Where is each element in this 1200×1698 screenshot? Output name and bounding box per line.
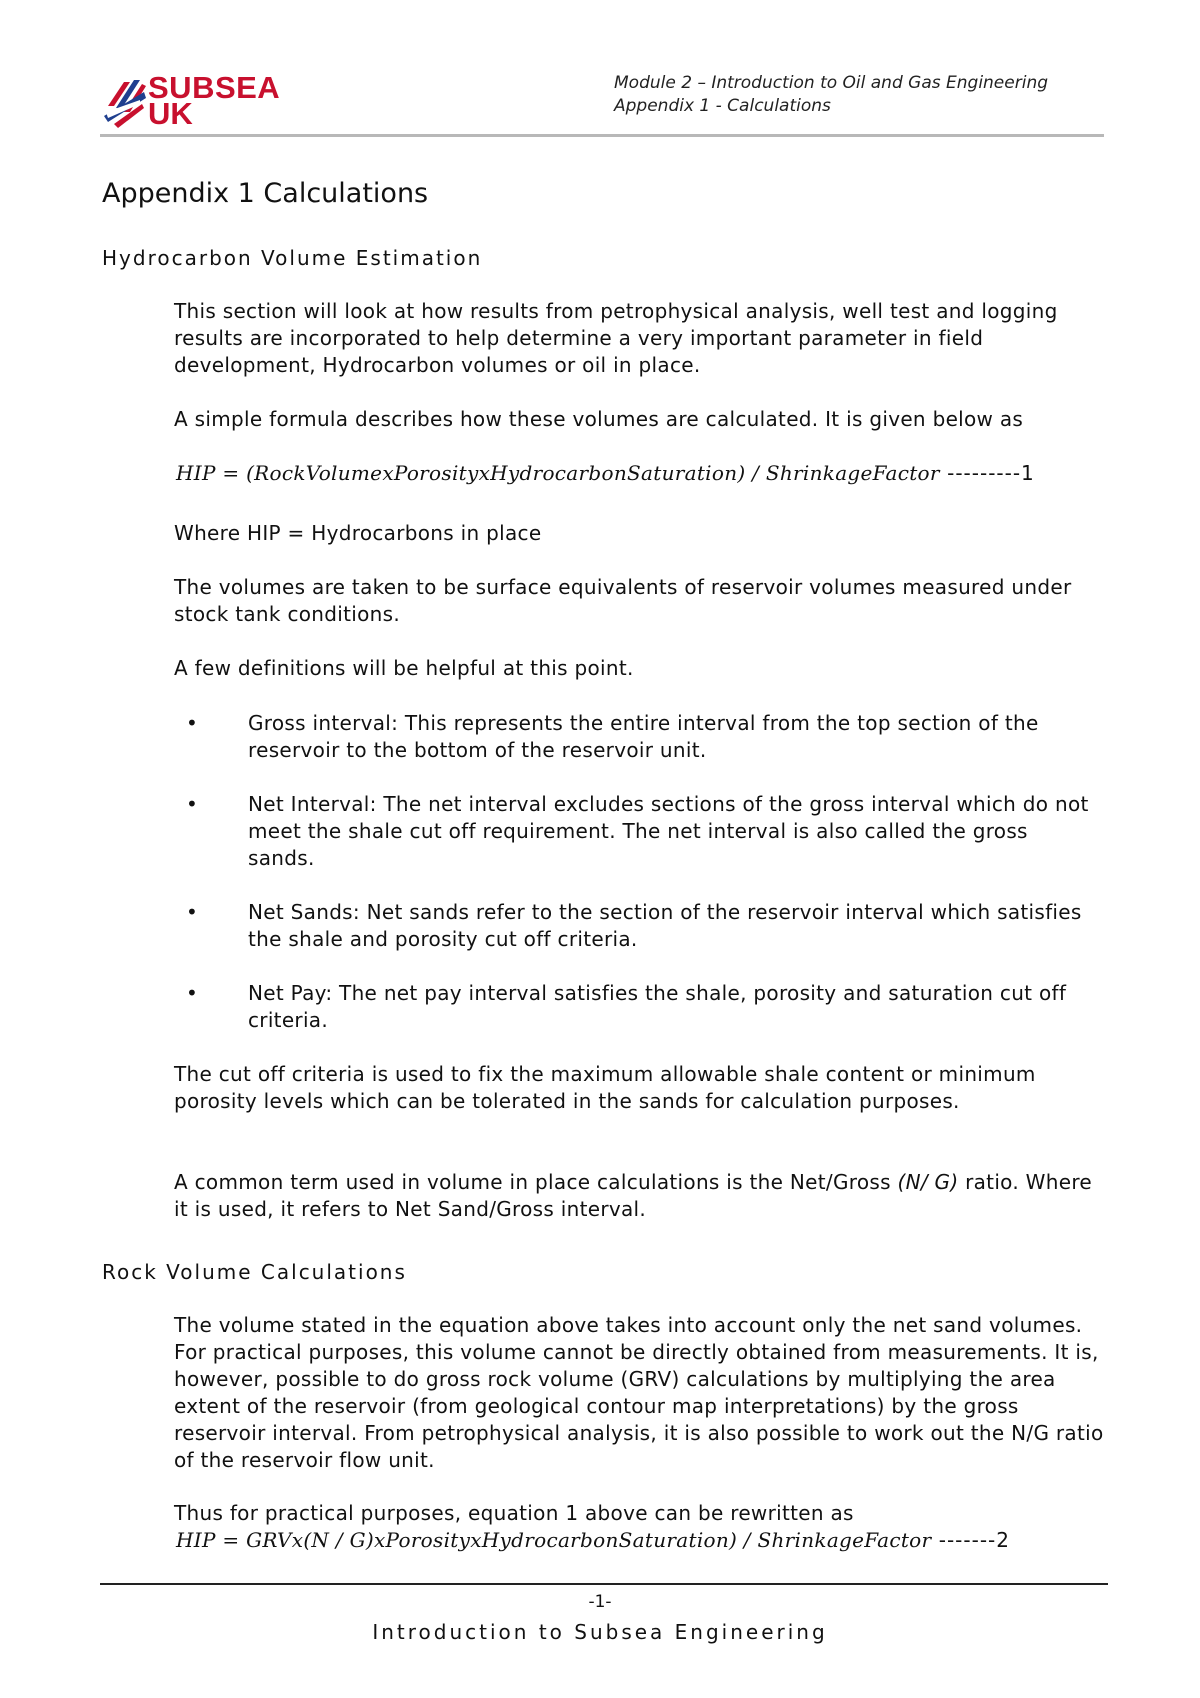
rewrite-line: Thus for practical purposes, equation 1 above can be rewritten as xyxy=(174,1501,854,1525)
netgross-paragraph: A common term used in volume in place calculations is the Net/Gross (N/ G) ratio. Where it is used, it refers to Net Sand/Gross interval. xyxy=(174,1170,1093,1221)
intro-paragraph: This section will look at how results from petrophysical analysis, well test and logging results are incorporated to help determine a very important parameter in field development, Hydrocarbon volumes or oil in place. xyxy=(174,299,1058,377)
header-divider xyxy=(100,134,1104,137)
formula-2-expression: HIP = GRVx(N / G)xPorosityxHydrocarbonSaturation) / ShrinkageFactor xyxy=(176,1528,932,1552)
formula-2 xyxy=(176,1528,1010,1552)
cutoff-paragraph: The cut off criteria is used to fix the maximum allowable shale content or minimum porosity levels which can be tolerated in the sands for calculation purposes. xyxy=(174,1062,1036,1113)
bullet-net-sands: Net Sands: Net sands refer to the section of the reservoir interval which satisfies the shale and porosity cut off criteria. xyxy=(248,900,1082,951)
header-module: Module 2 – Introduction to Oil and Gas Engineering xyxy=(614,73,1049,93)
page-title: Appendix 1 Calculations xyxy=(102,178,429,209)
footer-divider xyxy=(100,1583,1108,1585)
union-flag-swoosh-icon xyxy=(104,72,148,128)
bullet-net-interval: Net Interval: The net interval excludes sections of the gross interval which do not meet the shale cut off requirement. The net interval is also called the gross sands. xyxy=(248,792,1089,870)
page-number: -1- xyxy=(588,1592,612,1612)
rock-volume-paragraph: The volume stated in the equation above takes into account only the net sand volumes. For practical purposes, this volume cannot be directly obtained from measurements. It is, however, possible to do gross rock volume (GRV) calculations by multiplying the area extent of the reservoir (from geological contour map interpretations) by the gross reservoir interval. From petrophysical analysis, it is also possible to work out the N/G ratio of the reservoir flow unit. xyxy=(174,1313,1104,1472)
where-line: Where HIP = Hydrocarbons in place xyxy=(174,521,542,545)
section-heading-hydrocarbon: Hydrocarbon Volume Estimation xyxy=(102,246,483,270)
subsea-uk-logo xyxy=(104,70,314,130)
logo-text-subsea: SUBSEA xyxy=(148,70,281,105)
logo-text-uk: UK xyxy=(148,96,193,131)
formula-intro: A simple formula describes how these volumes are calculated. It is given below as xyxy=(174,407,1024,431)
bullet-gross-interval: Gross interval: This represents the entire interval from the top section of the reservoir to the bottom of the reservoir unit. xyxy=(248,711,1039,762)
section-heading-rock-volume: Rock Volume Calculations xyxy=(102,1260,407,1284)
footer-title: Introduction to Subsea Engineering xyxy=(372,1620,828,1644)
header-appendix: Appendix 1 - Calculations xyxy=(614,96,831,116)
header-info xyxy=(614,72,1048,118)
formula-1-number: ---------1 xyxy=(939,461,1035,485)
definitions-intro: A few definitions will be helpful at this point. xyxy=(174,656,634,680)
formula-2-number: -------2 xyxy=(931,1528,1010,1552)
formula-1-expression: HIP = (RockVolumexPorosityxHydrocarbonSaturation) / ShrinkageFactor xyxy=(176,461,940,485)
formula-1 xyxy=(176,461,1035,485)
netgross-symbol: (N/ G) xyxy=(897,1170,959,1194)
volumes-paragraph: The volumes are taken to be surface equivalents of reservoir volumes measured under stock tank conditions. xyxy=(174,575,1072,626)
bullet-net-pay: Net Pay: The net pay interval satisfies the shale, porosity and saturation cut off criteria. xyxy=(248,981,1067,1032)
